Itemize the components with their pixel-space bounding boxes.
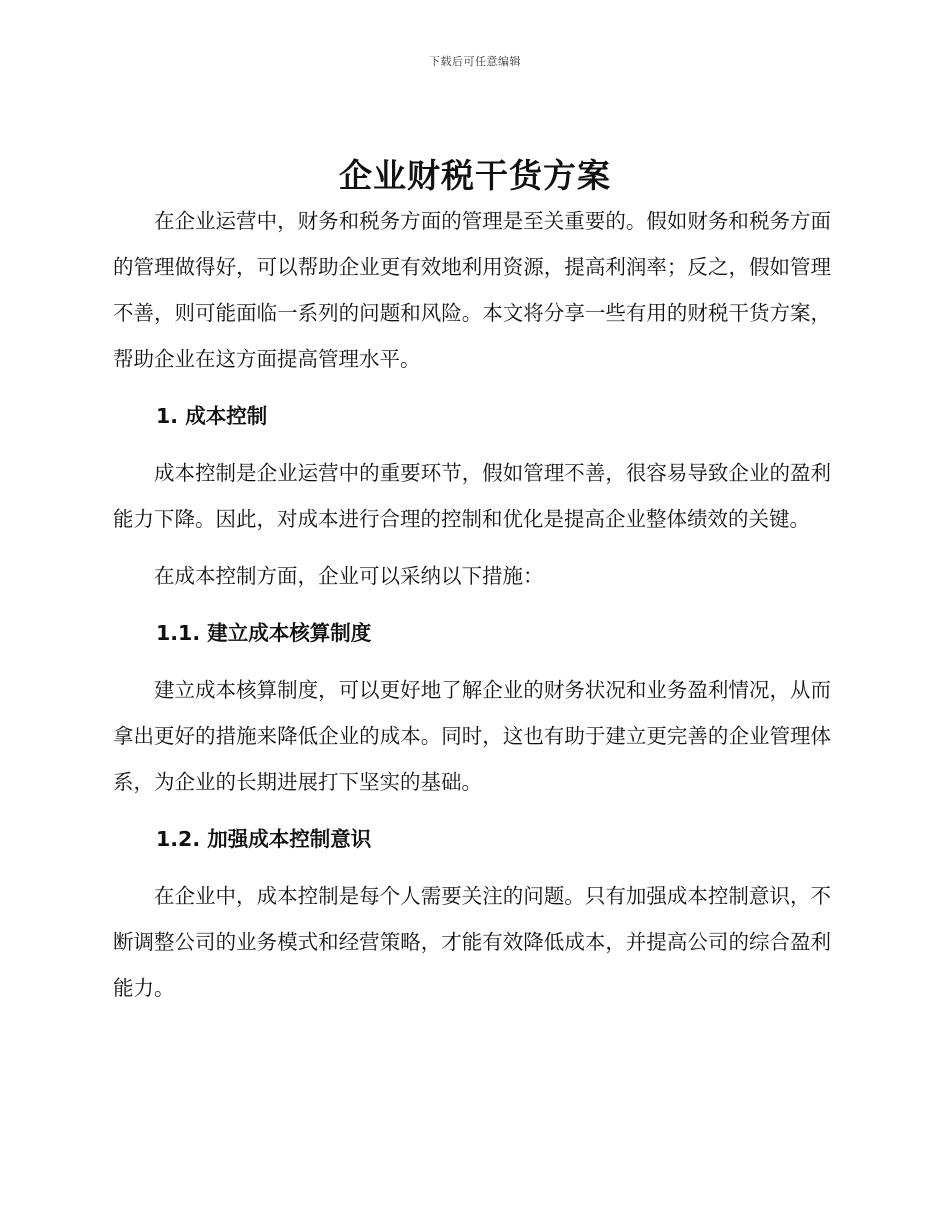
section-heading-1: 1. 成本控制 [156, 404, 268, 428]
document-body [113, 198, 831, 1011]
section-heading-1-2: 1.2. 加强成本控制意识 [156, 827, 372, 851]
page-title: 企业财税干货方案 [339, 156, 611, 195]
section1-paragraph-1: 成本控制是企业运营中的重要环节，假如管理不善，很容易导致企业的盈利能力下降。因此，对成本进行合理的控制和优化是提高企业整体绩效的关键。 [113, 461, 831, 531]
section-heading-1-1: 1.1. 建立成本核算制度 [156, 621, 372, 645]
section1-paragraph-2: 在成本控制方面，企业可以采纳以下措施： [154, 564, 544, 588]
intro-paragraph: 在企业运营中，财务和税务方面的管理是至关重要的。假如财务和税务方面的管理做得好，可以帮助企业更有效地利用资源，提高利润率；反之，假如管理不善，则可能面临一系列的问题和风险。本文将分享一些有用的财税干货方案，帮助企业在这方面提高管理水平。 [113, 209, 831, 371]
header-note: 下载后可任意编辑 [429, 55, 521, 68]
section1-2-paragraph: 在企业中，成本控制是每个人需要关注的问题。只有加强成本控制意识，不断调整公司的业务模式和经营策略，才能有效降低成本，并提高公司的综合盈利能力。 [113, 884, 831, 1000]
section1-1-paragraph: 建立成本核算制度，可以更好地了解企业的财务状况和业务盈利情况，从而拿出更好的措施来降低企业的成本。同时，这也有助于建立更完善的企业管理体系，为企业的长期进展打下坚实的基础。 [113, 678, 831, 794]
